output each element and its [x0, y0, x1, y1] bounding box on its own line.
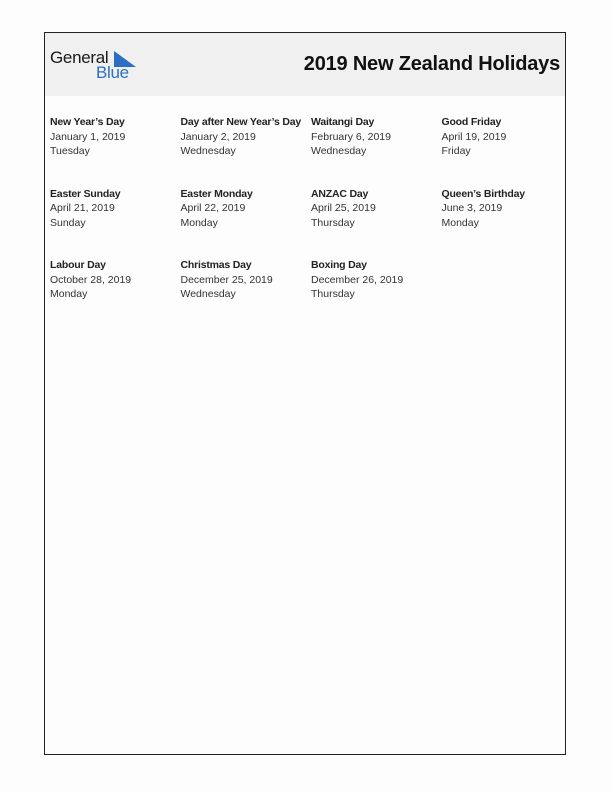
- holiday-weekday: Monday: [180, 216, 218, 229]
- holiday-entry: [50, 258, 178, 302]
- holiday-entry: [50, 115, 178, 159]
- holiday-entry: [442, 187, 570, 231]
- holiday-entry: [50, 187, 178, 231]
- holiday-weekday: Monday: [441, 216, 479, 229]
- holiday-entry: [181, 258, 309, 302]
- holiday-name: Queen’s Birthday: [441, 187, 525, 200]
- holiday-name: New Year’s Day: [50, 116, 125, 128]
- holiday-date: January 1, 2019: [50, 130, 126, 143]
- holiday-name: Day after New Year’s Day: [180, 116, 301, 128]
- holiday-entry: [442, 115, 570, 159]
- holiday-name: Labour Day: [50, 259, 106, 271]
- brand-logo: [50, 48, 140, 84]
- holiday-name: ANZAC Day: [311, 187, 369, 200]
- holiday-name: Easter Monday: [180, 187, 253, 200]
- holiday-name: Good Friday: [441, 116, 502, 128]
- holiday-weekday: Wednesday: [180, 288, 236, 300]
- holiday-name: Easter Sunday: [50, 187, 121, 200]
- holiday-date: December 25, 2019: [180, 273, 273, 286]
- holiday-weekday: Monday: [50, 288, 88, 300]
- logo-word-general: General: [50, 48, 109, 67]
- holiday-entry: [181, 187, 309, 231]
- holiday-name: Waitangi Day: [311, 116, 375, 128]
- holiday-entry: [311, 115, 439, 159]
- holiday-entry: [181, 115, 309, 159]
- holiday-date: December 26, 2019: [311, 273, 404, 286]
- holiday-date: June 3, 2019: [441, 202, 503, 214]
- holiday-weekday: Friday: [441, 145, 471, 157]
- holiday-entry: [311, 258, 439, 302]
- logo-word-blue: Blue: [96, 63, 129, 82]
- holiday-weekday: Tuesday: [50, 145, 90, 157]
- holiday-date: April 25, 2019: [311, 202, 376, 214]
- holiday-date: February 6, 2019: [311, 130, 391, 143]
- page-frame: [44, 32, 566, 755]
- holiday-entry: [311, 187, 439, 231]
- holiday-weekday: Sunday: [50, 216, 86, 229]
- holiday-date: April 19, 2019: [441, 130, 507, 143]
- holiday-name: Boxing Day: [311, 259, 367, 271]
- header-band: [45, 33, 565, 96]
- holiday-weekday: Thursday: [311, 216, 355, 229]
- holiday-weekday: Thursday: [311, 288, 355, 300]
- holiday-name: Christmas Day: [180, 259, 252, 271]
- holiday-weekday: Wednesday: [180, 145, 236, 157]
- holiday-weekday: Wednesday: [311, 145, 367, 157]
- holiday-date: April 21, 2019: [50, 202, 115, 214]
- holiday-date: January 2, 2019: [180, 130, 256, 143]
- holiday-date: October 28, 2019: [50, 273, 132, 286]
- holiday-date: April 22, 2019: [180, 202, 246, 214]
- page-title: 2019 New Zealand Holidays: [303, 53, 560, 75]
